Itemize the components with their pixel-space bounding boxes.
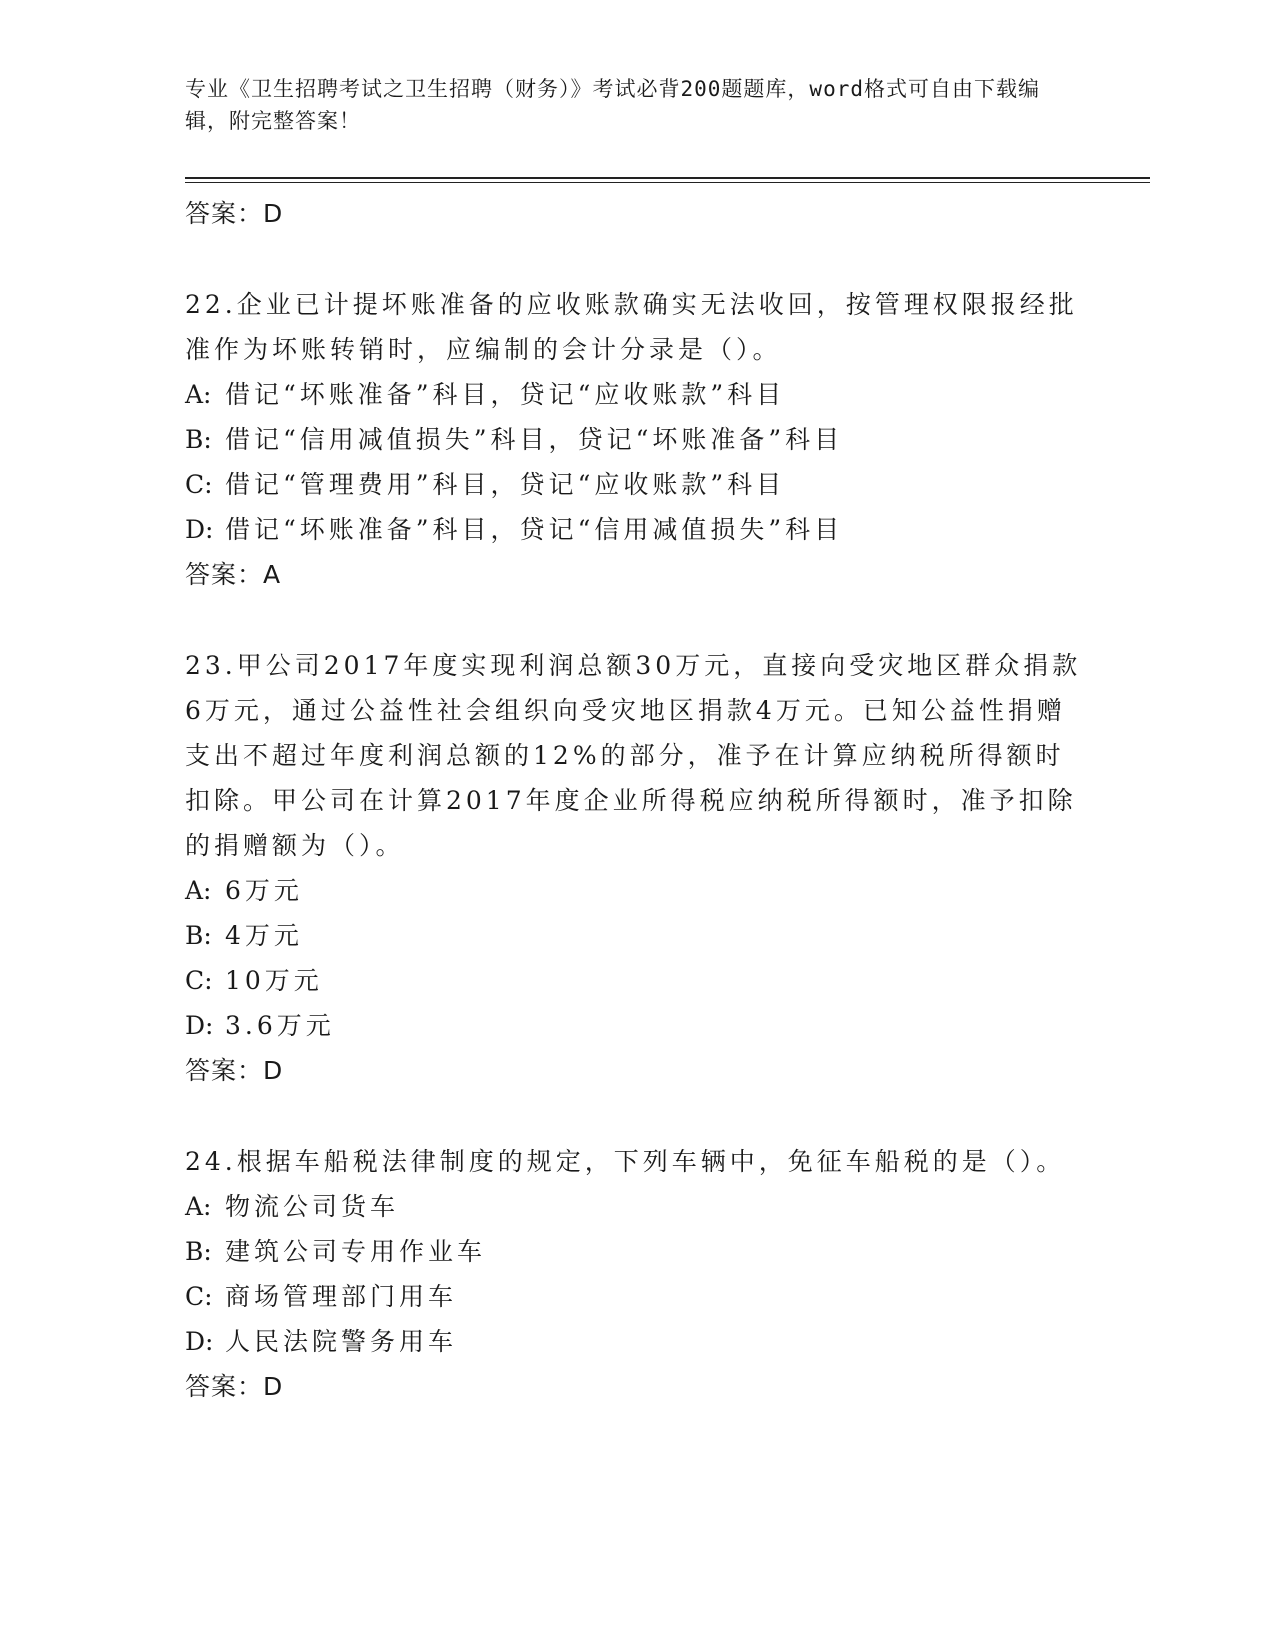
option-key: B:: [185, 1237, 212, 1266]
question-list: [185, 191, 1085, 1410]
option-text: 借记“坏账准备”科目，贷记“应收账款”科目: [225, 380, 786, 409]
answer-line: 答案：D: [185, 199, 284, 228]
option-text: 商场管理部门用车: [225, 1282, 458, 1311]
option-key: D:: [185, 1327, 214, 1356]
question-24: [185, 1139, 1085, 1410]
option-a: [185, 1184, 1085, 1229]
option-key: D:: [185, 515, 214, 544]
option-d: [185, 1003, 1085, 1048]
option-text: 3.6万元: [225, 1011, 335, 1040]
option-text: 建筑公司专用作业车: [225, 1237, 487, 1266]
option-key: A:: [185, 380, 212, 409]
option-c: [185, 958, 1085, 1003]
option-b: [185, 417, 1085, 462]
option-key: A:: [185, 876, 212, 905]
header-divider: [185, 177, 1150, 179]
answer-line: 答案：D: [185, 1056, 284, 1085]
option-text: 借记“坏账准备”科目，贷记“信用减值损失”科目: [225, 515, 844, 544]
option-key: C:: [185, 470, 213, 499]
answer-line: 答案：A: [185, 560, 282, 589]
question-22: [185, 282, 1085, 598]
option-c: [185, 462, 1085, 507]
option-key: B:: [185, 425, 212, 454]
option-a: [185, 372, 1085, 417]
option-key: A:: [185, 1192, 212, 1221]
option-b: [185, 1229, 1085, 1274]
option-text: 物流公司货车: [225, 1192, 400, 1221]
option-a: [185, 868, 1085, 913]
option-key: D:: [185, 1011, 214, 1040]
option-b: [185, 913, 1085, 958]
option-text: 4万元: [225, 921, 303, 950]
option-text: 借记“信用减值损失”科目，贷记“坏账准备”科目: [225, 425, 844, 454]
question-23: [185, 643, 1085, 1094]
question-text: 24.根据车船税法律制度的规定，下列车辆中，免征车船税的是（）。: [185, 1147, 1066, 1176]
option-d: [185, 507, 1085, 552]
option-c: [185, 1274, 1085, 1319]
question-text: 22.企业已计提坏账准备的应收账款确实无法收回，按管理权限报经批准作为坏账转销时，应编制的会计分录是（）。: [185, 290, 1078, 364]
header-divider-thin: [185, 182, 1150, 183]
option-text: 6万元: [225, 876, 303, 905]
option-key: B:: [185, 921, 212, 950]
option-text: 人民法院警务用车: [225, 1327, 458, 1356]
question-text: 23.甲公司2017年度实现利润总额30万元，直接向受灾地区群众捐款6万元，通过公益性社会组织向受灾地区捐款4万元。已知公益性捐赠支出不超过年度利润总额的12%的部分，准予在计算应纳税所得额时扣除。甲公司在计算2017年度企业所得税应纳税所得额时，准予扣除的捐赠额为（）。: [185, 651, 1082, 860]
option-d: [185, 1319, 1085, 1364]
document-header: 专业《卫生招聘考试之卫生招聘（财务）》考试必背200题题库，word格式可自由下载编辑，附完整答案！: [185, 77, 1040, 133]
option-key: C:: [185, 966, 213, 995]
answer-line: 答案：D: [185, 1372, 284, 1401]
option-text: 借记“管理费用”科目，贷记“应收账款”科目: [225, 470, 786, 499]
option-text: 10万元: [225, 966, 323, 995]
option-key: C:: [185, 1282, 213, 1311]
